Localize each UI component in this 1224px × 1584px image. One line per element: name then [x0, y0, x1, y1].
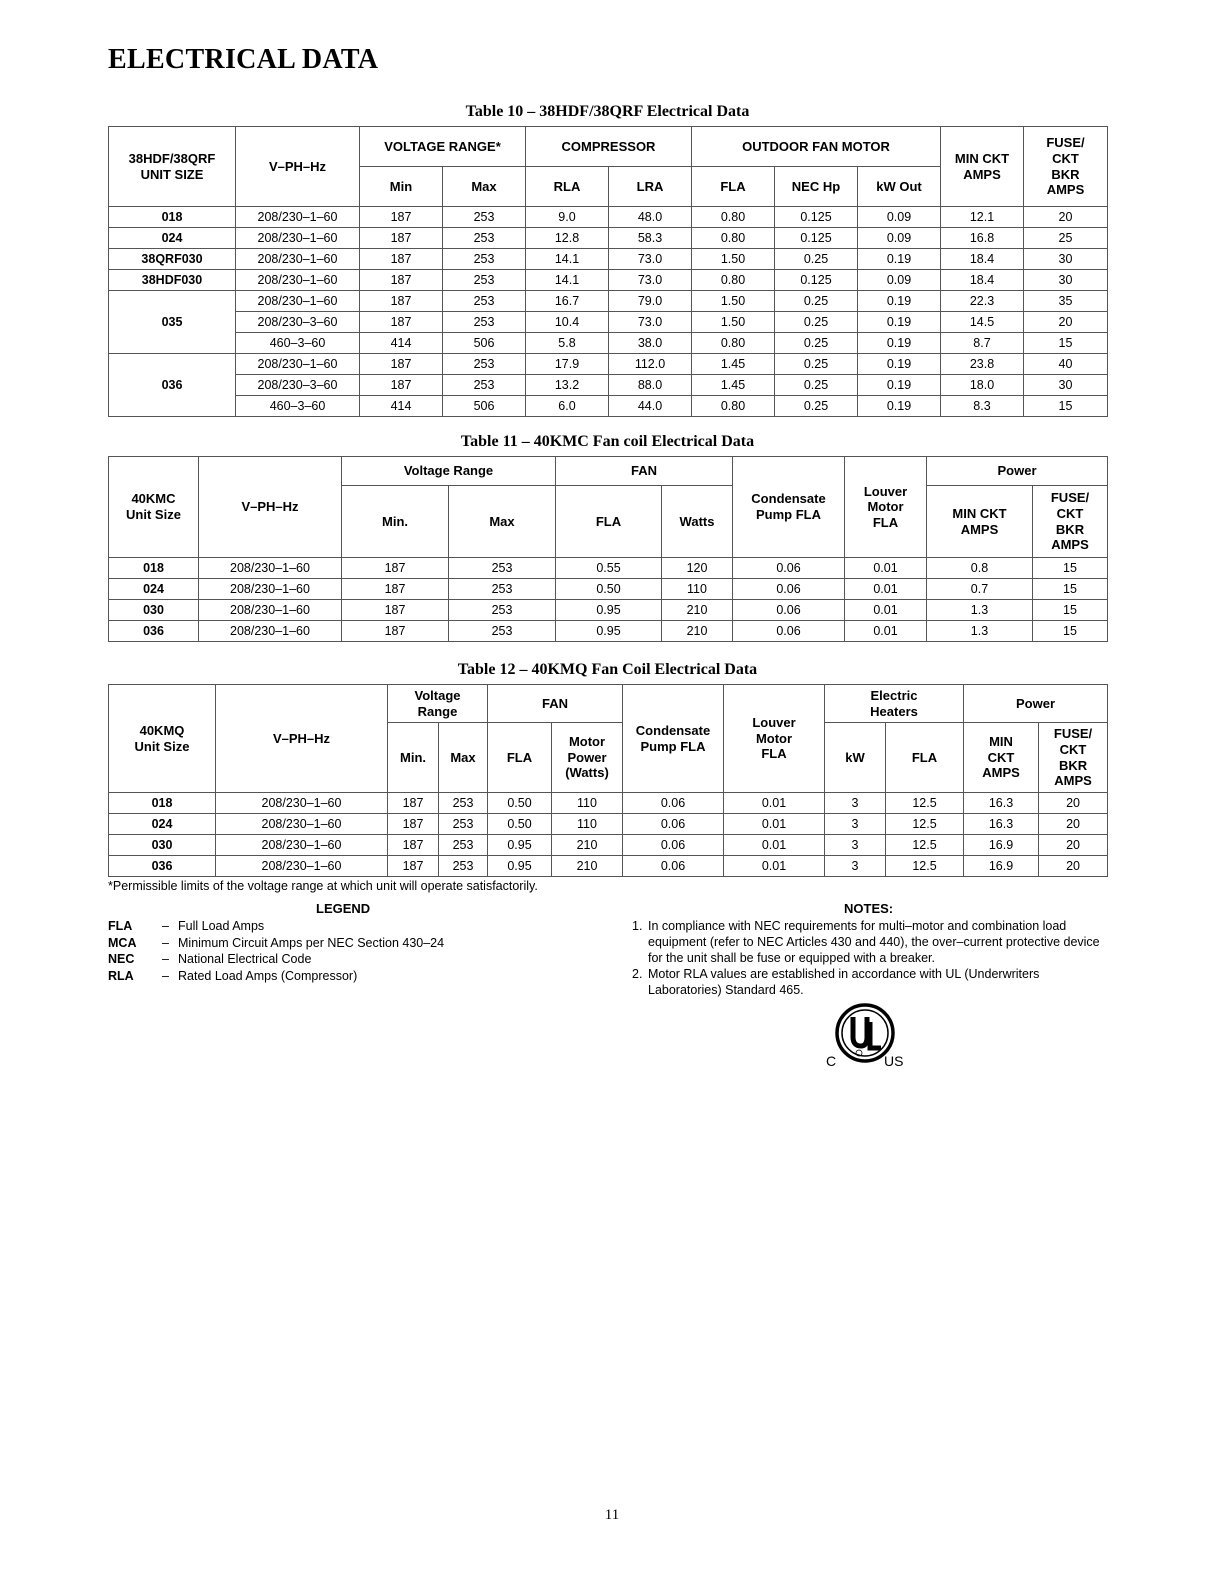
table-cell: 0.01	[845, 558, 927, 579]
table-cell: 187	[360, 354, 443, 375]
table-cell: 16.9	[964, 835, 1039, 856]
table-cell: 0.19	[858, 375, 941, 396]
table-cell: 0.06	[623, 856, 724, 877]
table-cell: 187	[388, 835, 439, 856]
table-cell: 1.3	[927, 600, 1033, 621]
table12-caption: Table 12 – 40KMQ Fan Coil Electrical Data	[457, 661, 758, 678]
unit-size-cell: 030	[109, 600, 199, 621]
ul-us-mark: US	[884, 1053, 904, 1069]
table-cell: 0.19	[858, 333, 941, 354]
table-cell: 0.25	[775, 375, 858, 396]
t11-header-fan: FAN	[556, 457, 733, 486]
table-cell: 58.3	[609, 228, 692, 249]
t11-header-unit-size: 40KMC Unit Size	[109, 457, 199, 558]
table-cell: 88.0	[609, 375, 692, 396]
table-cell: 0.06	[623, 814, 724, 835]
t11-header-min: Min.	[342, 486, 449, 558]
t12-header-fla: FLA	[488, 723, 552, 793]
table-cell: 0.50	[488, 793, 552, 814]
table-cell: 0.19	[858, 354, 941, 375]
legend-desc: National Electrical Code	[178, 952, 312, 966]
table-cell: 210	[662, 621, 733, 642]
table-cell: 253	[443, 291, 526, 312]
note-item	[632, 918, 1102, 966]
table-cell: 187	[388, 793, 439, 814]
table-cell: 18.4	[941, 270, 1024, 291]
table-cell: 253	[443, 207, 526, 228]
table-cell: 15	[1033, 621, 1108, 642]
table-cell: 120	[662, 558, 733, 579]
t10-header-rla: RLA	[526, 167, 609, 207]
unit-size-cell: 018	[109, 558, 199, 579]
t12-header-power: Power	[964, 685, 1108, 723]
t12-header-fuse: FUSE/ CKT BKR AMPS	[1039, 723, 1108, 793]
table-cell: 253	[443, 354, 526, 375]
table-cell: 0.80	[692, 228, 775, 249]
table-cell: 110	[552, 793, 623, 814]
table-cell: 187	[342, 579, 449, 600]
table-cell: 187	[360, 375, 443, 396]
t10-header-fla: FLA	[692, 167, 775, 207]
table-cell: 253	[449, 558, 556, 579]
t12-header-electric-heaters: Electric Heaters	[825, 685, 964, 723]
table-cell: 0.01	[845, 579, 927, 600]
page-title: ELECTRICAL DATA	[108, 44, 379, 75]
table-cell: 0.80	[692, 333, 775, 354]
table-cell: 73.0	[609, 312, 692, 333]
table-cell: 18.4	[941, 249, 1024, 270]
legend-abbr: NEC	[108, 952, 135, 966]
voltage-footnote: *Permissible limits of the voltage range at which unit will operate satisfactorily.	[108, 879, 538, 893]
table-row	[109, 600, 1108, 621]
table-cell: 0.25	[775, 333, 858, 354]
t11-header-watts: Watts	[662, 486, 733, 558]
table-cell: 20	[1024, 312, 1108, 333]
table-cell: 16.3	[964, 814, 1039, 835]
table-cell: 210	[662, 600, 733, 621]
table-cell: 0.19	[858, 312, 941, 333]
table-cell: 23.8	[941, 354, 1024, 375]
table-cell: 38.0	[609, 333, 692, 354]
table11-caption: Table 11 – 40KMC Fan coil Electrical Data	[460, 433, 755, 450]
table-cell: 208/230–1–60	[216, 793, 388, 814]
table-cell: 12.5	[886, 793, 964, 814]
t10-header-kw-out: kW Out	[858, 167, 941, 207]
table-row	[109, 814, 1108, 835]
table-cell: 208/230–1–60	[199, 558, 342, 579]
table-cell: 253	[443, 312, 526, 333]
table-row	[109, 579, 1108, 600]
table-cell: 73.0	[609, 270, 692, 291]
t12-header-louver: Louver Motor FLA	[724, 685, 825, 793]
table-cell: 40	[1024, 354, 1108, 375]
t10-header-vphhz: V–PH–Hz	[236, 127, 360, 207]
table-row	[109, 621, 1108, 642]
table-cell: 0.80	[692, 207, 775, 228]
table-cell: 208/230–1–60	[236, 270, 360, 291]
table-cell: 208/230–3–60	[236, 375, 360, 396]
table-cell: 253	[439, 835, 488, 856]
table-row	[109, 249, 1108, 270]
table-row	[109, 312, 1108, 333]
table-cell: 15	[1033, 558, 1108, 579]
t11-header-power: Power	[927, 457, 1108, 486]
unit-size-cell: 018	[109, 207, 236, 228]
table-cell: 460–3–60	[236, 333, 360, 354]
table-cell: 14.1	[526, 270, 609, 291]
table-cell: 1.45	[692, 375, 775, 396]
table-cell: 253	[443, 270, 526, 291]
table-cell: 0.25	[775, 291, 858, 312]
table-cell: 1.45	[692, 354, 775, 375]
table-cell: 253	[439, 814, 488, 835]
legend-item: MCA – Minimum Circuit Amps per NEC Section 430–24	[108, 935, 445, 950]
table-cell: 0.01	[845, 600, 927, 621]
t12-header-vphhz: V–PH–Hz	[216, 685, 388, 793]
table-cell: 25	[1024, 228, 1108, 249]
unit-size-cell: 036	[109, 856, 216, 877]
table-cell: 0.09	[858, 270, 941, 291]
t10-header-max: Max	[443, 167, 526, 207]
table-cell: 12.5	[886, 835, 964, 856]
table-cell: 0.01	[724, 793, 825, 814]
table-cell: 17.9	[526, 354, 609, 375]
unit-size-cell: 036	[109, 354, 236, 417]
t12-header-kw: kW	[825, 723, 886, 793]
table-row	[109, 270, 1108, 291]
table-cell: 208/230–1–60	[199, 600, 342, 621]
note-number: 1.	[632, 919, 643, 933]
table-cell: 16.9	[964, 856, 1039, 877]
table-cell: 0.125	[775, 270, 858, 291]
table-cell: 0.19	[858, 291, 941, 312]
table-cell: 110	[662, 579, 733, 600]
table-cell: 35	[1024, 291, 1108, 312]
table-cell: 12.1	[941, 207, 1024, 228]
table-cell: 8.7	[941, 333, 1024, 354]
unit-size-cell: 024	[109, 814, 216, 835]
table-cell: 253	[449, 621, 556, 642]
table-cell: 208/230–1–60	[216, 835, 388, 856]
table-cell: 73.0	[609, 249, 692, 270]
table-cell: 0.25	[775, 249, 858, 270]
note-text: Motor RLA values are established in accordance with UL (Underwriters Laboratories) Standard 465.	[648, 967, 1040, 997]
table-cell: 0.50	[556, 579, 662, 600]
t12-header-min: Min.	[388, 723, 439, 793]
unit-size-cell: 036	[109, 621, 199, 642]
table-cell: 1.50	[692, 249, 775, 270]
table-row	[109, 558, 1108, 579]
table-cell: 8.3	[941, 396, 1024, 417]
table-cell: 30	[1024, 375, 1108, 396]
table-cell: 20	[1039, 856, 1108, 877]
table-row	[109, 354, 1108, 375]
table-row	[109, 333, 1108, 354]
table-cell: 208/230–1–60	[236, 207, 360, 228]
unit-size-cell: 030	[109, 835, 216, 856]
t11-header-fla: FLA	[556, 486, 662, 558]
legend-title: LEGEND	[316, 901, 371, 916]
unit-size-cell: 024	[109, 579, 199, 600]
t11-header-vphhz: V–PH–Hz	[199, 457, 342, 558]
table-cell: 15	[1024, 333, 1108, 354]
table-cell: 0.19	[858, 396, 941, 417]
table-cell: 30	[1024, 249, 1108, 270]
legend-item: FLA – Full Load Amps	[108, 919, 265, 933]
table-cell: 0.01	[724, 835, 825, 856]
t10-header-fuse: FUSE/ CKT BKR AMPS	[1024, 127, 1108, 207]
t10-header-nec-hp: NEC Hp	[775, 167, 858, 207]
table-cell: 0.125	[775, 207, 858, 228]
table-cell: 208/230–1–60	[199, 621, 342, 642]
table-cell: 208/230–1–60	[236, 291, 360, 312]
t12-header-min-ckt-amps: MIN CKT AMPS	[964, 723, 1039, 793]
legend-abbr: MCA	[108, 935, 137, 950]
t12-header-voltage-range: Voltage Range	[388, 685, 488, 723]
table-cell: 0.09	[858, 228, 941, 249]
unit-size-cell: 024	[109, 228, 236, 249]
table-cell: 414	[360, 396, 443, 417]
table-cell: 22.3	[941, 291, 1024, 312]
legend-desc: Full Load Amps	[178, 919, 265, 933]
table-cell: 0.06	[733, 579, 845, 600]
table-cell: 187	[342, 558, 449, 579]
table-cell: 208/230–1–60	[236, 249, 360, 270]
legend-desc: Minimum Circuit Amps per NEC Section 430–24	[178, 935, 445, 950]
t10-header-lra: LRA	[609, 167, 692, 207]
table-cell: 14.1	[526, 249, 609, 270]
table-cell: 0.19	[858, 249, 941, 270]
table-cell: 253	[439, 793, 488, 814]
table-cell: 20	[1039, 814, 1108, 835]
table-cell: 9.0	[526, 207, 609, 228]
table-cell: 210	[552, 856, 623, 877]
table-cell: 0.80	[692, 396, 775, 417]
table-cell: 0.95	[488, 856, 552, 877]
table-cell: 16.8	[941, 228, 1024, 249]
legend	[108, 918, 444, 984]
table-cell: 44.0	[609, 396, 692, 417]
table-row	[109, 291, 1108, 312]
table-row	[109, 856, 1108, 877]
table-cell: 187	[360, 291, 443, 312]
table-cell: 0.09	[858, 207, 941, 228]
t10-header-outdoor-fan-motor: OUTDOOR FAN MOTOR	[692, 127, 941, 167]
table-cell: 253	[443, 228, 526, 249]
table-row	[109, 207, 1108, 228]
table-cell: 0.80	[692, 270, 775, 291]
table-cell: 187	[360, 228, 443, 249]
table-cell: 187	[388, 814, 439, 835]
table-cell: 0.06	[733, 558, 845, 579]
table-cell: 20	[1024, 207, 1108, 228]
table-cell: 187	[360, 270, 443, 291]
table-cell: 18.0	[941, 375, 1024, 396]
table-cell: 0.95	[556, 621, 662, 642]
legend-desc: Rated Load Amps (Compressor)	[178, 968, 358, 983]
table-cell: 5.8	[526, 333, 609, 354]
table-row	[109, 396, 1108, 417]
ul-certification-logo	[826, 1002, 916, 1074]
table-cell: 12.5	[886, 814, 964, 835]
table-cell: 20	[1039, 793, 1108, 814]
table-cell: 253	[443, 249, 526, 270]
table-cell: 6.0	[526, 396, 609, 417]
table-cell: 0.06	[623, 793, 724, 814]
table-cell: 187	[360, 207, 443, 228]
table-cell: 187	[342, 600, 449, 621]
table-cell: 0.25	[775, 312, 858, 333]
t10-header-min: Min	[360, 167, 443, 207]
table-cell: 1.3	[927, 621, 1033, 642]
table-cell: 12.8	[526, 228, 609, 249]
table-cell: 0.95	[556, 600, 662, 621]
t12-header-unit-size: 40KMQ Unit Size	[109, 685, 216, 793]
table-cell: 208/230–3–60	[236, 312, 360, 333]
t11-header-louver: Louver Motor FLA	[845, 457, 927, 558]
table-cell: 210	[552, 835, 623, 856]
table-cell: 253	[449, 579, 556, 600]
table-cell: 0.01	[724, 856, 825, 877]
table-cell: 3	[825, 835, 886, 856]
t11-header-condensate: Condensate Pump FLA	[733, 457, 845, 558]
table-cell: 15	[1024, 396, 1108, 417]
table-cell: 0.8	[927, 558, 1033, 579]
table-cell: 0.25	[775, 396, 858, 417]
note-text: In compliance with NEC requirements for multi–motor and combination load equipment (refer to NEC Articles 430 and 440), the over–current protective device for the unit shall be fuse or equipped with a breaker.	[648, 919, 1100, 965]
table-cell: 0.06	[733, 600, 845, 621]
table-cell: 0.55	[556, 558, 662, 579]
t12-header-heater-fla: FLA	[886, 723, 964, 793]
table-row	[109, 835, 1108, 856]
table-cell: 12.5	[886, 856, 964, 877]
t11-header-voltage-range: Voltage Range	[342, 457, 556, 486]
table11	[108, 456, 1108, 642]
table-cell: 16.3	[964, 793, 1039, 814]
ul-c-mark: C	[826, 1053, 837, 1069]
table-cell: 1.50	[692, 291, 775, 312]
table12	[108, 684, 1108, 877]
table-cell: 79.0	[609, 291, 692, 312]
table-cell: 14.5	[941, 312, 1024, 333]
legend-abbr: FLA	[108, 919, 133, 933]
table10-caption: Table 10 – 38HDF/38QRF Electrical Data	[465, 103, 750, 120]
table-cell: 253	[443, 375, 526, 396]
t10-header-voltage-range: VOLTAGE RANGE*	[360, 127, 526, 167]
table-cell: 0.125	[775, 228, 858, 249]
t11-header-fuse: FUSE/ CKT BKR AMPS	[1033, 486, 1108, 558]
legend-abbr: RLA	[108, 968, 134, 983]
table-cell: 1.50	[692, 312, 775, 333]
table-cell: 0.7	[927, 579, 1033, 600]
t12-header-fan: FAN	[488, 685, 623, 723]
table-cell: 48.0	[609, 207, 692, 228]
table-cell: 16.7	[526, 291, 609, 312]
table-cell: 506	[443, 396, 526, 417]
legend-item: RLA – Rated Load Amps (Compressor)	[108, 968, 358, 983]
unit-size-cell: 38HDF030	[109, 270, 236, 291]
table-cell: 112.0	[609, 354, 692, 375]
table-cell: 15	[1033, 579, 1108, 600]
table-cell: 187	[342, 621, 449, 642]
legend-item: NEC – National Electrical Code	[108, 952, 312, 966]
table-cell: 30	[1024, 270, 1108, 291]
table-cell: 187	[360, 312, 443, 333]
table-cell: 3	[825, 856, 886, 877]
table-cell: 253	[449, 600, 556, 621]
unit-size-cell: 035	[109, 291, 236, 354]
table-row	[109, 375, 1108, 396]
notes	[632, 918, 1102, 998]
table-row	[109, 228, 1108, 249]
t11-header-min-ckt-amps: MIN CKT AMPS	[927, 486, 1033, 558]
table-cell: 0.01	[724, 814, 825, 835]
table-cell: 0.01	[845, 621, 927, 642]
table-cell: 3	[825, 814, 886, 835]
table-cell: 460–3–60	[236, 396, 360, 417]
t10-header-min-ckt-amps: MIN CKT AMPS	[941, 127, 1024, 207]
t12-header-max: Max	[439, 723, 488, 793]
t10-header-unit-size: 38HDF/38QRF UNIT SIZE	[109, 127, 236, 207]
table-cell: 0.50	[488, 814, 552, 835]
table-cell: 253	[439, 856, 488, 877]
t12-header-motor-power: Motor Power (Watts)	[552, 723, 623, 793]
table-cell: 187	[360, 249, 443, 270]
page-number: 11	[604, 1507, 620, 1523]
note-number: 2.	[632, 967, 643, 981]
table-cell: 15	[1033, 600, 1108, 621]
table-cell: 13.2	[526, 375, 609, 396]
table-row	[109, 793, 1108, 814]
t12-header-condensate: Condensate Pump FLA	[623, 685, 724, 793]
table-cell: 0.25	[775, 354, 858, 375]
table-cell: 20	[1039, 835, 1108, 856]
table10	[108, 126, 1108, 417]
table-cell: 208/230–1–60	[216, 814, 388, 835]
table-cell: 110	[552, 814, 623, 835]
table-cell: 208/230–1–60	[236, 354, 360, 375]
unit-size-cell: 38QRF030	[109, 249, 236, 270]
unit-size-cell: 018	[109, 793, 216, 814]
t11-header-max: Max	[449, 486, 556, 558]
notes-title: NOTES:	[844, 901, 894, 916]
table-cell: 0.06	[733, 621, 845, 642]
table-cell: 187	[388, 856, 439, 877]
table-cell: 10.4	[526, 312, 609, 333]
t10-header-compressor: COMPRESSOR	[526, 127, 692, 167]
note-item	[632, 966, 1102, 998]
table-cell: 208/230–1–60	[236, 228, 360, 249]
table-cell: 3	[825, 793, 886, 814]
table-cell: 0.06	[623, 835, 724, 856]
table-cell: 506	[443, 333, 526, 354]
table-cell: 0.95	[488, 835, 552, 856]
table-cell: 414	[360, 333, 443, 354]
table-cell: 208/230–1–60	[216, 856, 388, 877]
table-cell: 208/230–1–60	[199, 579, 342, 600]
